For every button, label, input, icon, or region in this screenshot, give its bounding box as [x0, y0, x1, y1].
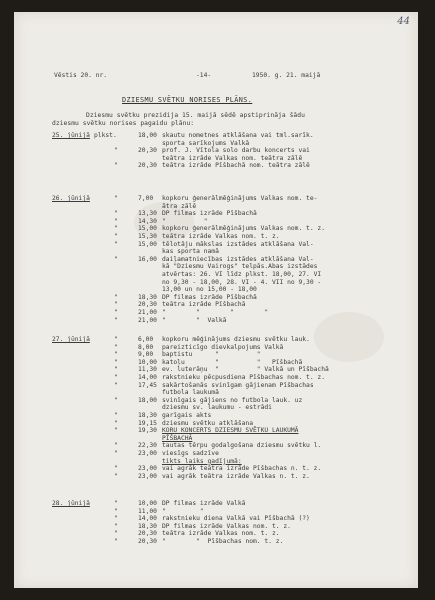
- entry-time: 20,30: [138, 530, 157, 538]
- entry-marker: ": [114, 472, 118, 480]
- day-date: 27. jūnijā: [52, 336, 90, 343]
- entry-text: vai agrāk teātra izrāde Pīšbachas n. t. z.: [162, 465, 322, 473]
- entry-marker: ": [114, 427, 118, 435]
- entry-time: 23,00: [138, 450, 157, 457]
- entry-marker: ": [114, 419, 118, 427]
- header-left: Vēstis 20. nr.: [54, 72, 108, 79]
- entry-marker: ": [114, 442, 118, 450]
- entry-text: PĪŠBACHĀ: [162, 434, 193, 442]
- entry-text: katoļu " " Pīšbachā: [162, 358, 303, 366]
- entry-time: 15,30: [138, 233, 157, 240]
- entry-text: kopkoru mēģinājums dziesmu svētku lauk.: [162, 336, 310, 343]
- entry-marker: ": [114, 162, 118, 170]
- entry-text: teātra izrāde Valkas nom. teātra zālē: [162, 154, 303, 162]
- entry-marker: ": [114, 210, 118, 218]
- entry-marker: ": [114, 366, 118, 374]
- entry-time: 23,00: [138, 472, 157, 480]
- entry-text: teātra izrāde Valkas nom. t. z.: [162, 233, 280, 240]
- entry-text: " " Pīšbachas nom. t. z.: [162, 538, 284, 545]
- entry-time: 20,30: [138, 301, 157, 309]
- entry-time: 15,00: [138, 225, 157, 233]
- entry-text: viesīgs sadzīve: [162, 450, 219, 457]
- entry-text: 13,00 un no 15,00 - 18,00: [162, 286, 257, 294]
- entry-time: 21,00: [138, 316, 157, 324]
- entry-text: teātra izrāde Valkas nom. t. z.: [162, 530, 280, 538]
- entry-text: kopkoru ģenerālmēģinājums Valkas nom. t. z.: [162, 225, 326, 233]
- entry-time: 13,30: [138, 210, 157, 218]
- entry-time: 10,00: [138, 358, 157, 366]
- entry-time: 11,30: [138, 366, 157, 374]
- entry-text: kopkoru ģenerālmēģinājums Valkas nom. te-: [162, 195, 318, 202]
- entry-time: 16,00: [138, 255, 157, 263]
- entry-text: garīgais akts: [162, 412, 212, 419]
- entry-marker: ": [114, 381, 118, 389]
- entry-text: baptistu " ": [162, 351, 261, 359]
- entry-marker: ": [114, 225, 118, 233]
- entry-marker: ": [114, 450, 118, 457]
- entry-marker: ": [114, 336, 118, 343]
- paper-stain: [314, 312, 384, 362]
- entry-time: 22,30: [138, 442, 157, 450]
- entry-text: no 9,30 - 18,00, 28. VI - 4. VII no 9,30 -: [162, 278, 322, 286]
- entry-time: 18,30: [138, 522, 157, 530]
- entry-marker: ": [114, 233, 118, 240]
- entry-time: 14,30: [138, 217, 157, 225]
- entry-text: " " " ": [162, 309, 269, 316]
- entry-marker: ": [114, 255, 118, 263]
- entry-text: prof. J. Vītola solo darbu koncerts vai: [162, 147, 310, 155]
- entry-marker: ": [114, 293, 118, 301]
- entry-time: 20,30: [138, 147, 157, 155]
- entry-text: tēlotāju mākslas izstādes atklāšana Val-: [162, 240, 314, 248]
- entry-time: 21,00: [138, 309, 157, 316]
- entry-time: 8,00: [138, 343, 154, 351]
- entry-time: 15,00: [138, 240, 157, 248]
- entry-time: 20,30: [138, 538, 157, 545]
- entry-time: 6,00: [138, 336, 154, 343]
- entry-time: 17,45: [138, 381, 157, 389]
- entry-text: sporta sarīkojums Valkā: [162, 139, 250, 147]
- entry-marker: ": [114, 374, 118, 381]
- entry-text: pareizticīgo dievkalpojums Valkā: [162, 343, 284, 351]
- entry-time: 9,00: [138, 351, 154, 359]
- entry-time: 11,00: [138, 507, 157, 515]
- entry-time: 19,15: [138, 419, 157, 427]
- entry-marker: ": [114, 217, 118, 225]
- entry-text: ātra zālē: [162, 202, 197, 210]
- entry-marker: ": [114, 240, 118, 248]
- day-date: 28. jūnijā: [52, 500, 90, 507]
- entry-marker: ": [114, 316, 118, 324]
- entry-time: 14,00: [138, 515, 157, 523]
- entry-text: DP filmas izrāde Pīšbachā: [162, 210, 257, 218]
- entry-marker: ": [114, 301, 118, 309]
- entry-text: " " Valkā: [162, 316, 227, 324]
- entry-marker: ": [114, 343, 118, 351]
- header-center: -14-: [196, 72, 212, 79]
- entry-text: KORU KONCERTS DZIESMU SVĒTKU LAUKUMĀ: [162, 427, 299, 435]
- entry-time: 18,00: [138, 396, 157, 404]
- entry-text: vai agrāk teātra izrāde Valkas n. t. z.: [162, 472, 310, 480]
- entry-text: DP filmas izrāde Pīšbachā: [162, 293, 257, 301]
- entry-marker: ": [114, 358, 118, 366]
- entry-marker: plkst.: [94, 132, 117, 139]
- entry-marker: ": [114, 538, 118, 545]
- entry-marker: ": [114, 412, 118, 419]
- entry-text: dziesmu svētku atklāšana: [162, 419, 253, 427]
- entry-text: " ": [162, 507, 204, 515]
- entry-time: 18,30: [138, 412, 157, 419]
- entry-time: 14,00: [138, 374, 157, 381]
- entry-text: teātra izrāde Pīšbachā nom. teātra zālē: [162, 162, 310, 170]
- entry-text: " ": [162, 217, 208, 225]
- document-title: DZIESMU SVĒTKU NORISES PLĀNS.: [122, 96, 253, 104]
- entry-text: svinīgais gājiens no futbola lauk. uz: [162, 396, 303, 404]
- entry-text: teātra izrāde Pīšbachā: [162, 301, 246, 309]
- entry-time: 7,00: [138, 195, 154, 202]
- entry-text: futbola laukumā: [162, 389, 219, 397]
- document-page: [14, 12, 418, 588]
- entry-time: 23,00: [138, 465, 157, 473]
- entry-text: tikts laiks gadījumā:: [162, 457, 242, 465]
- entry-text: DP filmas izrāde Valkas nom. t. z.: [162, 522, 291, 530]
- entry-text: skautu nometnes atklāšana vai tml.sarīk.: [162, 132, 314, 139]
- entry-time: 20,30: [138, 162, 157, 170]
- entry-text: DP filmas izrāde Valkā: [162, 500, 246, 507]
- entry-marker: ": [114, 309, 118, 316]
- entry-marker: ": [114, 147, 118, 155]
- entry-time: 19,30: [138, 427, 157, 435]
- entry-marker: ": [114, 465, 118, 473]
- entry-text: rakstnieku pēcpusdiena Pīšbachas nom. t. z.: [162, 374, 326, 381]
- entry-time: 18,30: [138, 293, 157, 301]
- header-right: 1950. g. 21. maijā: [252, 72, 321, 79]
- entry-marker: ": [114, 500, 118, 507]
- entry-marker: ": [114, 515, 118, 523]
- intro-line: dziesmu svētku norises pagaidu plānu:: [52, 120, 195, 127]
- entry-time: 10,00: [138, 500, 157, 507]
- entry-marker: ": [114, 522, 118, 530]
- entry-marker: ": [114, 396, 118, 404]
- entry-text: daiļamatniecības izstādes atklāšana Val-: [162, 255, 314, 263]
- entry-text: kas sporta namā: [162, 248, 219, 256]
- entry-text: dziesmu sv. laukumu - estrādi: [162, 404, 272, 412]
- entry-marker: ": [114, 195, 118, 202]
- entry-marker: ": [114, 530, 118, 538]
- day-date: 25. jūnijā: [52, 132, 90, 139]
- intro-line: Dziesmu svētku prezidija 15. maijā sēdē apstiprināja šādu: [86, 112, 305, 119]
- entry-text: sakārtošanās svinīgam gājienam Pīšbachas: [162, 381, 314, 389]
- entry-marker: ": [114, 351, 118, 359]
- entry-text: kā "Dziesmu Vairogs" telpās.Abas izstādes: [162, 263, 318, 271]
- entry-text: rakstnieku diena Valkā vai Pīšbachā (?): [162, 515, 310, 523]
- entry-text: ev. luterāņu " " Valkā un Pīšbachā: [162, 366, 329, 374]
- entry-text: atvērtas: 26. VI līdz plkst. 18,00, 27. VI: [162, 271, 322, 278]
- entry-text: tautas tērpu godalgošana dziesmu svētku l.: [162, 442, 322, 450]
- day-date: 26. jūnijā: [52, 195, 90, 202]
- handwritten-page-number: 44: [397, 16, 410, 27]
- entry-time: 18,00: [138, 132, 157, 139]
- entry-marker: ": [114, 507, 118, 515]
